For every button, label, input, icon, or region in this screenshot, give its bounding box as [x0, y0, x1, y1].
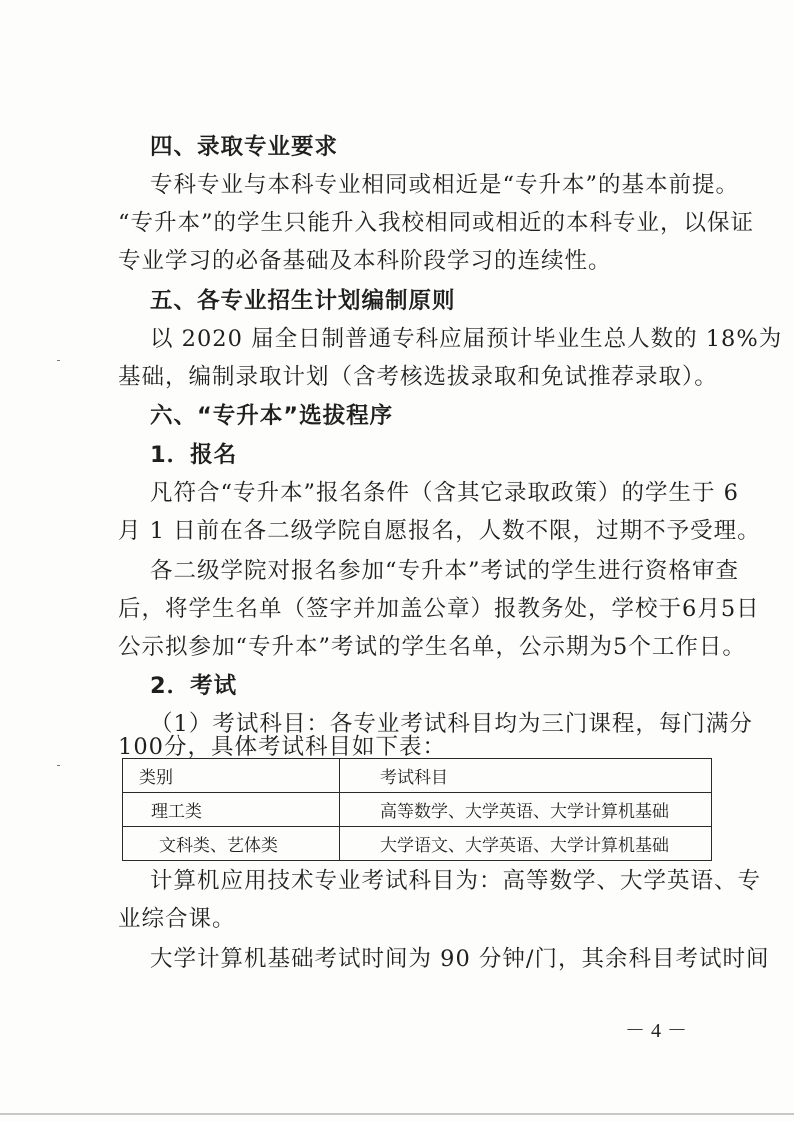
subsection-1-paragraph-line: 各二级学院对报名参加“专升本”考试的学生进行资格审查 [150, 558, 740, 584]
page-number: －4－ [625, 1020, 693, 1042]
table-header-cell: 类别 [123, 759, 340, 793]
exam-subjects-table [122, 758, 712, 861]
scan-bottom-edge [0, 1113, 794, 1115]
table-cell-subjects: 大学语文、大学英语、大学计算机基础 [340, 827, 712, 861]
section-4-paragraph-line: “专升本”的学生只能升入我校相同或相近的本科专业，以保证 [118, 210, 755, 236]
subsection-1-paragraph-line: 凡符合“专升本”报名条件（含其它录取政策）的学生于 6 [150, 480, 739, 506]
table-cell-category: 理工类 [123, 793, 340, 827]
scan-speck [57, 765, 60, 766]
section-5-paragraph-line: 基础，编制录取计划（含考核选拔录取和免试推荐录取）。 [118, 364, 718, 390]
section-4-paragraph-line: 专科专业与本科专业相同或相近是“专升本”的基本前提。 [150, 172, 740, 198]
subsection-2-heading: 2．考试 [150, 673, 238, 699]
subsection-1-paragraph-line: 月 1 日前在各二级学院自愿报名，人数不限，过期不予受理。 [118, 518, 761, 544]
table-row [123, 793, 712, 827]
subsection-2-paragraph-line: 业综合课。 [118, 906, 236, 932]
subsection-2-paragraph-line: （1）考试科目：各专业考试科目均为三门课程，每门满分 [150, 711, 753, 737]
subsection-1-heading: 1．报名 [150, 442, 238, 468]
subsection-2-paragraph-line: 100分，具体考试科目如下表： [118, 734, 446, 760]
subsection-2-paragraph-line: 大学计算机基础考试时间为 90 分钟/门，其余科目考试时间 [150, 946, 770, 972]
subsection-1-paragraph-line: 公示拟参加“专升本”考试的学生名单，公示期为5个工作日。 [118, 634, 746, 660]
section-4-paragraph-line: 专业学习的必备基础及本科阶段学习的连续性。 [118, 248, 612, 274]
table-header-cell: 考试科目 [340, 759, 712, 793]
table-cell-subjects: 高等数学、大学英语、大学计算机基础 [340, 793, 712, 827]
table-row [123, 827, 712, 861]
section-6-heading: 六、“专升本”选拔程序 [150, 403, 394, 429]
section-5-heading: 五、各专业招生计划编制原则 [150, 288, 456, 314]
scan-speck [57, 360, 60, 361]
table-header-row [123, 759, 712, 793]
table-cell-category: 文科类、艺体类 [123, 827, 340, 861]
section-5-paragraph-line: 以 2020 届全日制普通专科应届预计毕业生总人数的 18%为 [150, 326, 783, 352]
subsection-2-paragraph-line: 计算机应用技术专业考试科目为：高等数学、大学英语、专 [150, 868, 762, 894]
subsection-1-paragraph-line: 后，将学生名单（签字并加盖公章）报教务处，学校于6月5日 [118, 596, 760, 622]
section-4-heading: 四、录取专业要求 [150, 134, 339, 160]
